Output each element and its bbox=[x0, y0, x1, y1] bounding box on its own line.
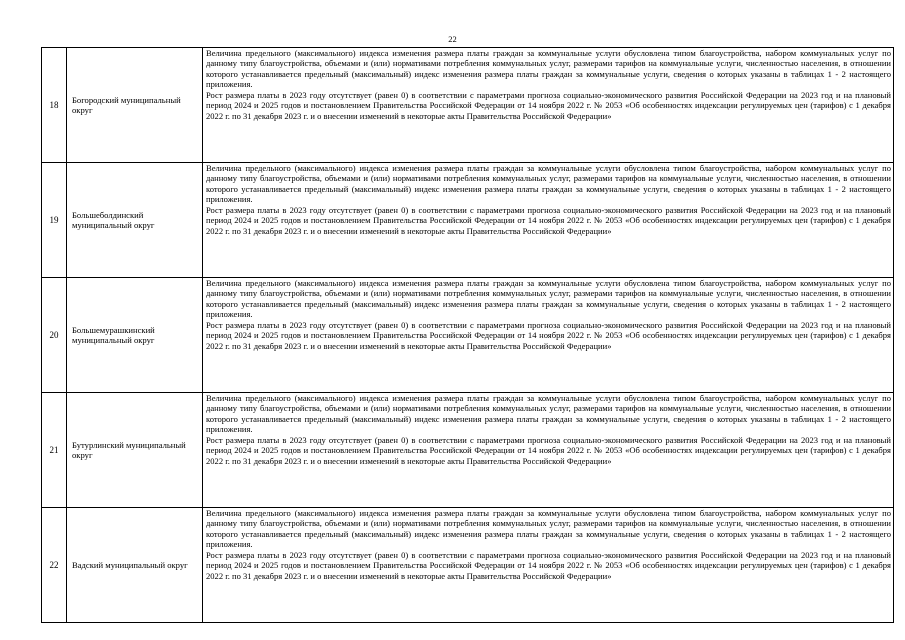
growth-paragraph: Рост размера платы в 2023 году отсутствует (равен 0) в соответствии с параметрами прогноза социально-экономического развития Российской Федерации на 2023 год и на плановый период 2024 и 2025 годов и постановлением Правительства Российской Федерации от 14 ноября 2022 г. № 2053 «Об особенностях индексации регулируемых цен (тарифов) с 1 декабря 2022 г. по 31 декабря 2023 г. и о внесении изменений в некоторые акты Правительства Российской Федерации» bbox=[206, 319, 891, 351]
page-number: 22 bbox=[448, 34, 457, 44]
growth-paragraph: Рост размера платы в 2023 году отсутствует (равен 0) в соответствии с параметрами прогноза социально-экономического развития Российской Федерации на 2023 год и на плановый период 2024 и 2025 годов и постановлением Правительства Российской Федерации от 14 ноября 2022 г. № 2053 «Об особенностях индексации регулируемых цен (тарифов) с 1 декабря 2022 г. по 31 декабря 2023 г. и о внесении изменений в некоторые акты Правительства Российской Федерации» bbox=[206, 549, 891, 581]
justification-paragraph: Величина предельного (максимального) индекса изменения размера платы граждан за коммунальные услуги обусловлена типом благоустройства, набором коммунальных услуг по данному типу благоустройства, объемами и (или) нормативами потребления коммунальных услуг, размерами тарифов на коммунальные услуги, численностью населения, в отношении которого устанавливается предельный (максимальный) индекс изменения размера платы граждан за коммунальные услуги, сведения о которых указаны в таблицах 1 - 2 настоящего приложения. bbox=[206, 393, 891, 435]
table-row bbox=[42, 393, 894, 508]
row-number: 19 bbox=[42, 163, 67, 278]
table-row bbox=[42, 508, 894, 623]
justification-paragraph: Величина предельного (максимального) индекса изменения размера платы граждан за коммунальные услуги обусловлена типом благоустройства, набором коммунальных услуг по данному типу благоустройства, объемами и (или) нормативами потребления коммунальных услуг, размерами тарифов на коммунальные услуги, численностью населения, в отношении которого устанавливается предельный (максимальный) индекс изменения размера платы граждан за коммунальные услуги, сведения о которых указаны в таблицах 1 - 2 настоящего приложения. bbox=[206, 278, 891, 320]
row-number: 18 bbox=[42, 48, 67, 163]
municipality-name: Вадский муниципальный округ bbox=[67, 508, 203, 623]
municipality-name: Большемурашкинский муниципальный округ bbox=[67, 278, 203, 393]
justification-cell bbox=[203, 48, 894, 163]
growth-paragraph: Рост размера платы в 2023 году отсутствует (равен 0) в соответствии с параметрами прогноза социально-экономического развития Российской Федерации на 2023 год и на плановый период 2024 и 2025 годов и постановлением Правительства Российской Федерации от 14 ноября 2022 г. № 2053 «Об особенностях индексации регулируемых цен (тарифов) с 1 декабря 2022 г. по 31 декабря 2023 г. и о внесении изменений в некоторые акты Правительства Российской Федерации» bbox=[206, 434, 891, 466]
municipality-name: Богородский муниципальный округ bbox=[67, 48, 203, 163]
municipality-name: Большеболдинский муниципальный округ bbox=[67, 163, 203, 278]
index-justification-table bbox=[41, 47, 894, 623]
justification-paragraph: Величина предельного (максимального) индекса изменения размера платы граждан за коммунальные услуги обусловлена типом благоустройства, набором коммунальных услуг по данному типу благоустройства, объемами и (или) нормативами потребления коммунальных услуг, размерами тарифов на коммунальные услуги, численностью населения, в отношении которого устанавливается предельный (максимальный) индекс изменения размера платы граждан за коммунальные услуги, сведения о которых указаны в таблицах 1 - 2 настоящего приложения. bbox=[206, 48, 891, 90]
justification-cell bbox=[203, 508, 894, 623]
row-number: 22 bbox=[42, 508, 67, 623]
justification-paragraph: Величина предельного (максимального) индекса изменения размера платы граждан за коммунальные услуги обусловлена типом благоустройства, набором коммунальных услуг по данному типу благоустройства, объемами и (или) нормативами потребления коммунальных услуг, размерами тарифов на коммунальные услуги, численностью населения, в отношении которого устанавливается предельный (максимальный) индекс изменения размера платы граждан за коммунальные услуги, сведения о которых указаны в таблицах 1 - 2 настоящего приложения. bbox=[206, 508, 891, 550]
row-number: 21 bbox=[42, 393, 67, 508]
table-row bbox=[42, 278, 894, 393]
growth-paragraph: Рост размера платы в 2023 году отсутствует (равен 0) в соответствии с параметрами прогноза социально-экономического развития Российской Федерации на 2023 год и на плановый период 2024 и 2025 годов и постановлением Правительства Российской Федерации от 14 ноября 2022 г. № 2053 «Об особенностях индексации регулируемых цен (тарифов) с 1 декабря 2022 г. по 31 декабря 2023 г. и о внесении изменений в некоторые акты Правительства Российской Федерации» bbox=[206, 89, 891, 121]
justification-cell bbox=[203, 163, 894, 278]
justification-paragraph: Величина предельного (максимального) индекса изменения размера платы граждан за коммунальные услуги обусловлена типом благоустройства, набором коммунальных услуг по данному типу благоустройства, объемами и (или) нормативами потребления коммунальных услуг, размерами тарифов на коммунальные услуги, численностью населения, в отношении которого устанавливается предельный (максимальный) индекс изменения размера платы граждан за коммунальные услуги, сведения о которых указаны в таблицах 1 - 2 настоящего приложения. bbox=[206, 163, 891, 205]
growth-paragraph: Рост размера платы в 2023 году отсутствует (равен 0) в соответствии с параметрами прогноза социально-экономического развития Российской Федерации на 2023 год и на плановый период 2024 и 2025 годов и постановлением Правительства Российской Федерации от 14 ноября 2022 г. № 2053 «Об особенностях индексации регулируемых цен (тарифов) с 1 декабря 2022 г. по 31 декабря 2023 г. и о внесении изменений в некоторые акты Правительства Российской Федерации» bbox=[206, 204, 891, 236]
table-row bbox=[42, 48, 894, 163]
table-row bbox=[42, 163, 894, 278]
justification-cell bbox=[203, 393, 894, 508]
municipality-name: Бутурлинский муниципальный округ bbox=[67, 393, 203, 508]
justification-cell bbox=[203, 278, 894, 393]
row-number: 20 bbox=[42, 278, 67, 393]
